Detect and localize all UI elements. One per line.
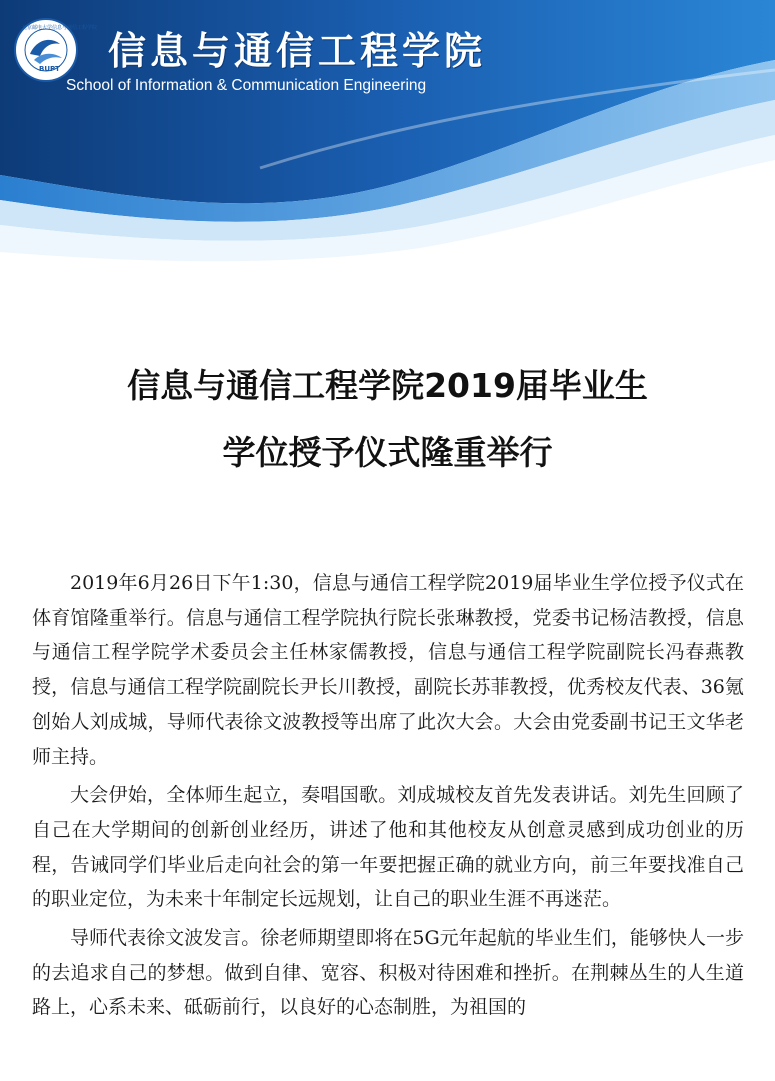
- header-banner: [0, 0, 775, 300]
- logo-abbreviation: BUPT: [39, 65, 60, 73]
- paragraph-1: 2019年6月26日下午1:30，信息与通信工程学院2019届毕业生学位授予仪式在体育馆隆重举行。信息与通信工程学院执行院长张琳教授，党委书记杨洁教授，信息与通信工程学院学术委员会主任林家儒教授，信息与通信工程学院副院长冯春燕教授，信息与通信工程学院副院长尹长川教授，副院长苏菲教授，优秀校友代表、36氪创始人刘成城，导师代表徐文波教授等出席了此次大会。大会由党委副书记王文华老师主持。: [32, 572, 744, 768]
- logo-ring-text: 北京邮电大学信息与通信工程学院: [22, 25, 98, 31]
- school-logo: [14, 18, 98, 82]
- paragraph-2: 大会伊始，全体师生起立，奏唱国歌。刘成城校友首先发表讲话。刘先生回顾了自己在大学期间的创新创业经历，讲述了他和其他校友从创意灵感到成功创业的历程，告诫同学们毕业后走向社会的第一年要把握正确的就业方向，前三年要找准自己的职业定位，为未来十年制定长远规划，让自己的职业生涯不再迷茫。: [32, 784, 744, 911]
- article-title-line-1: 信息与通信工程学院2019届毕业生: [127, 366, 648, 405]
- article-title-line-2: 学位授予仪式隆重举行: [222, 433, 553, 472]
- article-body: [32, 566, 744, 1029]
- paragraph-3: 导师代表徐文波发言。徐老师期望即将在5G元年起航的毕业生们，能够快人一步的去追求自己的梦想。做到自律、宽容、积极对待困难和挫折。在荆棘丛生的人生道路上，心系未来、砥砺前行，以良好的心态制胜，为祖国的: [32, 927, 744, 1019]
- school-name-chinese: 信息与通信工程学院: [108, 28, 487, 73]
- school-name-english: School of Information & Communication Engineering: [66, 77, 427, 94]
